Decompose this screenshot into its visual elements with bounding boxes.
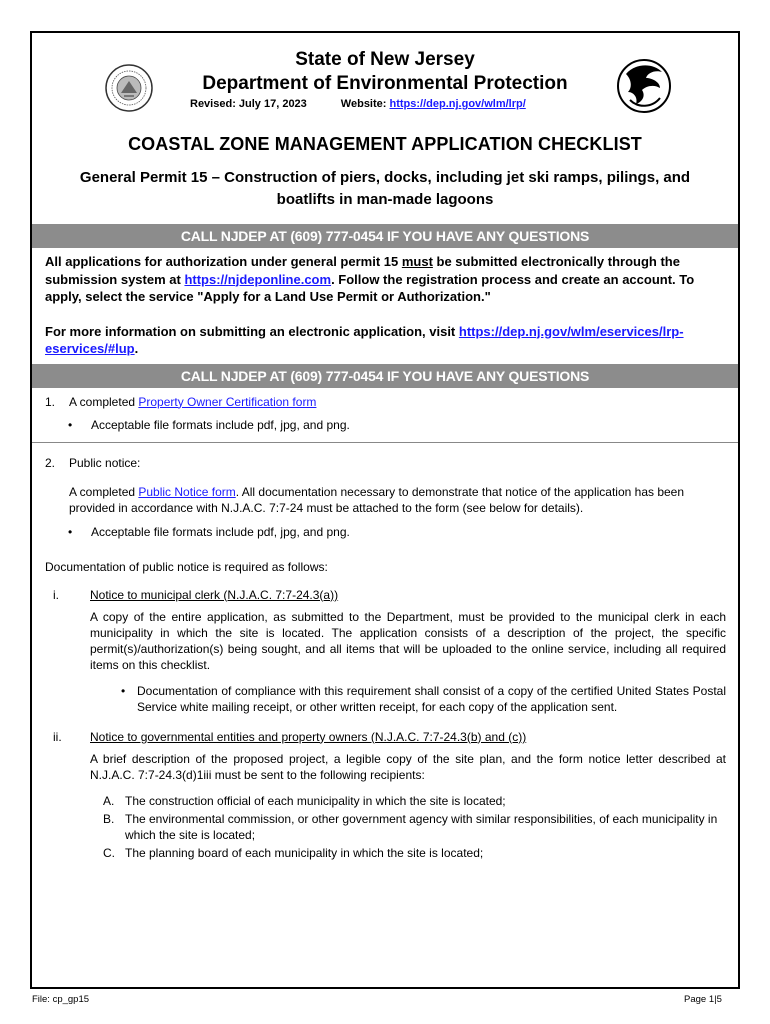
item-number: 2. [45, 455, 56, 470]
website-label: Website: [340, 98, 390, 110]
section-text: A brief description of the proposed project, a legible copy of the site plan, and the form notice letter described at N.J.A.C. 7:7-24.3(d)1iii must be sent to the following recipients: [90, 751, 726, 782]
contact-banner: CALL NJDEP AT (609) 777-0454 IF YOU HAVE ANY QUESTIONS [32, 364, 738, 388]
checklist-item-1: 1. A completed Property Owner Certification form • Acceptable file formats include pdf, jpg, and png. [32, 388, 738, 443]
njdep-logo-icon [616, 56, 672, 116]
list-item: • Acceptable file formats include pdf, jpg, and png. [45, 524, 726, 540]
list-item: B. The environmental commission, or other government agency with similar responsibilities, of each municipality in which the site is located; [103, 811, 718, 842]
list-item: • Acceptable file formats include pdf, jpg, and png. [45, 417, 726, 434]
notice-governmental-entities: ii. Notice to governmental entities and property owners (N.J.A.C. 7:7-24.3(b) and (c)) A brief description of the proposed project, a legible copy of the site plan, and the form notice letter described at N.J.A.C. 7:7-24.3(d)1iii must be sent to the following recipients: [53, 729, 726, 782]
property-owner-certification-link[interactable]: Property Owner Certification form [138, 394, 317, 409]
list-item: • Documentation of compliance with this requirement shall consist of a copy of the certified United States Postal Service white mailing receipt, or other written receipt, for each copy of the application sent. [45, 683, 726, 715]
state-name: State of New Jersey [295, 49, 475, 70]
section-heading: Notice to municipal clerk (N.J.A.C. 7:7-24.3(a)) [90, 587, 339, 602]
list-item: C. The planning board of each municipality in which the site is located; [103, 845, 484, 860]
revised-date: Revised: July 17, 2023 [190, 98, 307, 110]
documentation-requirement: Documentation of public notice is required as follows: [45, 559, 328, 574]
must-emphasis: must [401, 254, 433, 269]
checklist-item-2: 2. Public notice: A completed Public Notice form. All documentation necessary to demonstrate that notice of the application has been provided in accordance with N.J.A.C. 7:7-24 must be attached to the form (see below for details). • Acceptable file formats include pdf, jpg, and png. Documentation of public notice is required as follows: i. Notice to municipal clerk (N.J.A.C. 7:7-24.3(a)) A copy of the entire application, as submitted to the Department, must be provided to the municipal clerk in each municipality in which the site is located. The application consists of a description of the project, the specific permit(s)/authorization(s) being sought, and all items that will be uploaded to the online service, including all required items on this checklist. • Documentation of compliance with this requirement shall consist of a copy of the certified United States Postal Service white mailing receipt, or other written receipt, for each copy of the application sent. ii. Notice to governmental entities and property owners (N.J.A.C. 7:7-24.3(b) and (c)) A brief description of the proposed project, a legible copy of the site plan, and the form notice letter described at N.J.A.C. 7:7-24.3(d)1iii must be sent to the following recipients: A. The construction official of each municipality in which the site is located; B. The environmental commission, or other government agency with similar responsibilities, of each municipality in which the site is located; C. The planning board of each municipality in which the site is located; [32, 443, 738, 861]
submission-paragraph: All applications for authorization under general permit 15 must be submitted electronically through the submission system at https://njdeponline.com. Follow the registration process and create an account. To apply, select the service "Apply for a Land Use Permit or Authorization." [45, 254, 695, 304]
item-number: 1. [45, 394, 56, 409]
section-text: A copy of the entire application, as submitted to the Department, must be provided to the municipal clerk in each municipality in which the site is located. The application consists of a description of the project, the specific permit(s)/authorization(s) being sought, and all items that will be uploaded to the online service, including all required items on this checklist. [90, 609, 726, 672]
permit-subtitle: General Permit 15 – Construction of piers, docks, including jet ski ramps, pilings, and boatlifts in man-made lagoons [79, 169, 691, 208]
more-info-paragraph: For more information on submitting an electronic application, visit https://dep.nj.gov/wlm/eservices/lrp-eservices/#lup. [45, 323, 684, 356]
revision-website-line [190, 98, 526, 110]
eservices-link[interactable]: https://dep.nj.gov/wlm/eservices/lrp-eservices/#lup [45, 323, 684, 356]
section-heading: Notice to governmental entities and property owners (N.J.A.C. 7:7-24.3(b) and (c)) [90, 729, 527, 744]
electronic-submission-info [32, 248, 738, 358]
letterhead [32, 33, 738, 130]
public-notice-description: A completed Public Notice form. All documentation necessary to demonstrate that notice of the application has been provided in accordance with N.J.A.C. 7:7-24 must be attached to the form (see below for details). [69, 484, 685, 515]
notice-municipal-clerk: i. Notice to municipal clerk (N.J.A.C. 7:7-24.3(a)) A copy of the entire application, as submitted to the Department, must be provided to the municipal clerk in each municipality in which the site is located. The application consists of a description of the project, the specific permit(s)/authorization(s) being sought, and all items that will be uploaded to the online service, including all required items on this checklist. [53, 587, 726, 672]
website-link[interactable]: https://dep.nj.gov/wlm/lrp/ [389, 98, 526, 110]
public-notice-form-link[interactable]: Public Notice form [138, 484, 236, 499]
document-page [30, 31, 740, 989]
list-item: A. The construction official of each municipality in which the site is located; [103, 793, 506, 808]
checklist-title: COASTAL ZONE MANAGEMENT APPLICATION CHECKLIST [128, 134, 642, 154]
department-name: Department of Environmental Protection [202, 73, 568, 94]
contact-banner: CALL NJDEP AT (609) 777-0454 IF YOU HAVE ANY QUESTIONS [32, 224, 738, 248]
file-name: File: cp_gp15 [32, 994, 90, 1005]
page-number: Page 1|5 [684, 994, 722, 1005]
njdeponline-link[interactable]: https://njdeponline.com [184, 271, 332, 287]
recipients-list [45, 793, 726, 861]
